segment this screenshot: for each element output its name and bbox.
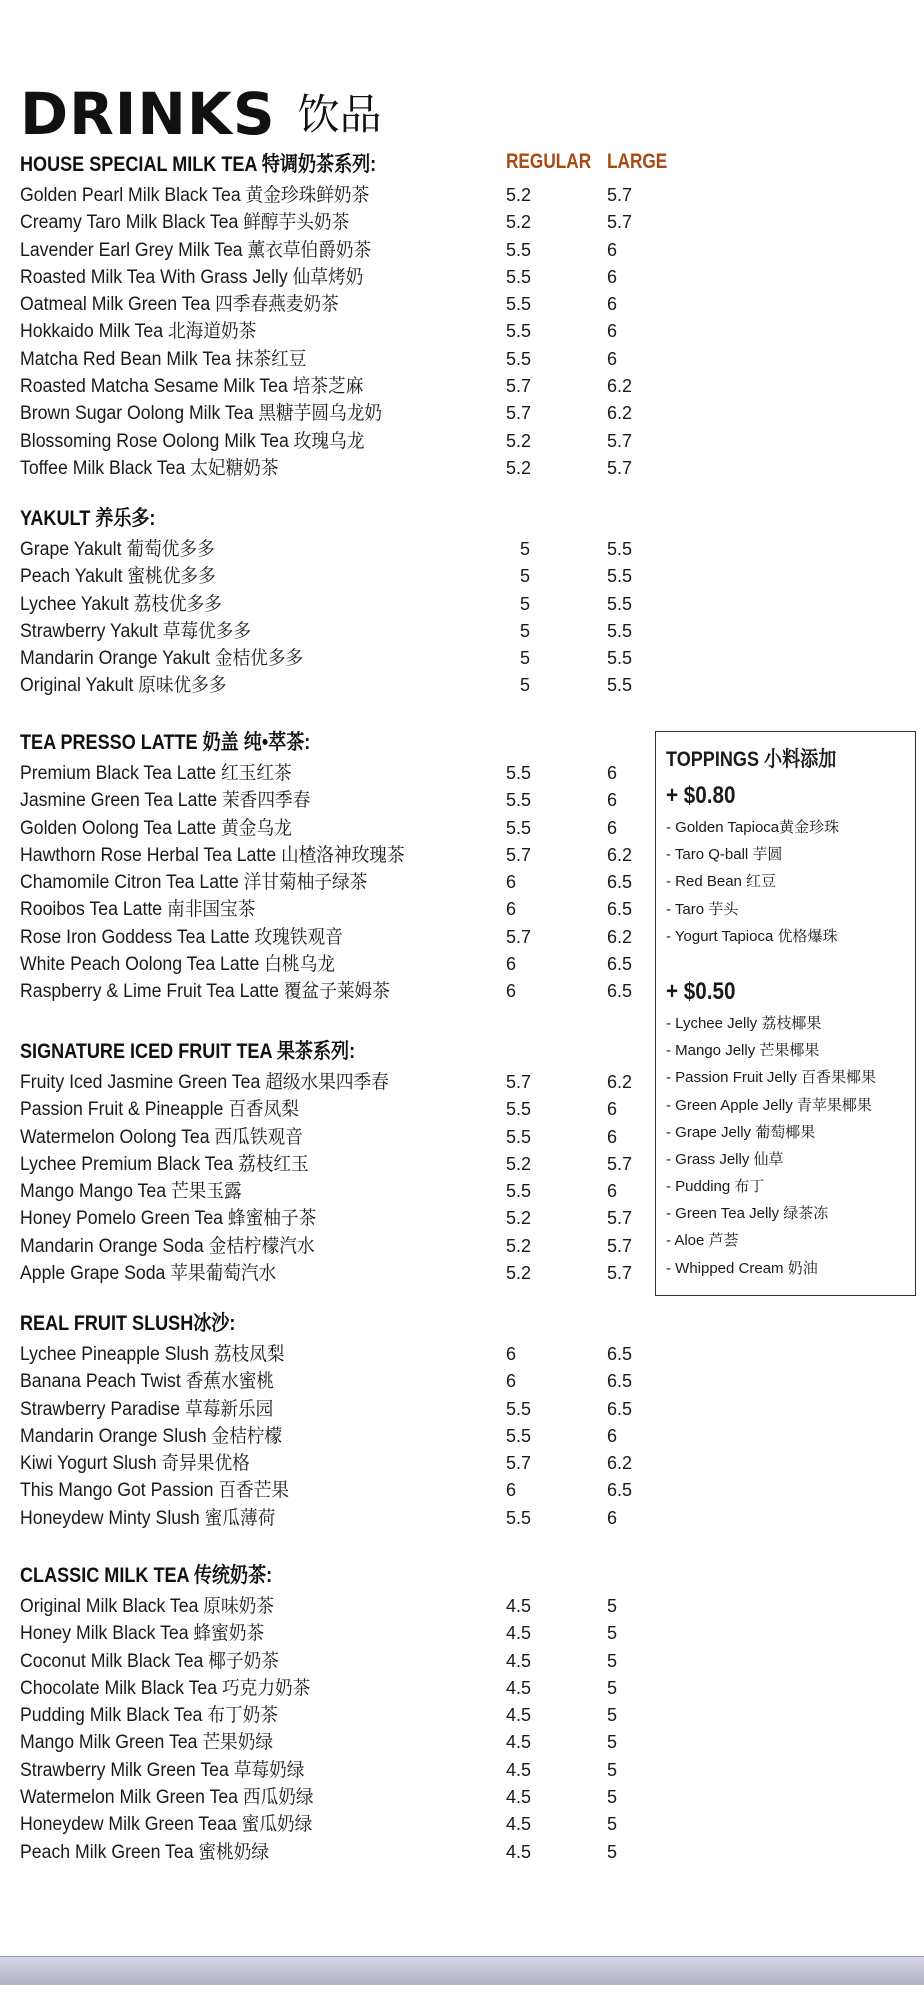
item-name: Mango Mango Tea 芒果玉露 bbox=[20, 1181, 242, 1203]
menu-item-row bbox=[20, 318, 660, 345]
regular-price: 5 bbox=[520, 539, 531, 559]
topping-item: - Whipped Cream 奶油 bbox=[666, 1259, 818, 1277]
regular-price: 5.5 bbox=[506, 348, 532, 369]
topping-item: - Green Tea Jelly 绿茶冻 bbox=[666, 1205, 829, 1223]
menu-item-row bbox=[20, 1396, 660, 1423]
large-price: 6.5 bbox=[607, 1398, 633, 1419]
large-price: 5.7 bbox=[607, 1153, 633, 1174]
large-price: 5 bbox=[607, 1759, 618, 1780]
regular-price: 5.7 bbox=[506, 376, 532, 397]
item-list bbox=[20, 1593, 660, 1866]
large-price: 5.7 bbox=[607, 1235, 633, 1256]
menu-item-row bbox=[20, 869, 660, 896]
large-price: 5 bbox=[607, 1732, 618, 1753]
section-title: SIGNATURE ICED FRUIT TEA 果茶系列: bbox=[20, 1040, 356, 1063]
item-name: Pudding Milk Black Tea 布丁奶茶 bbox=[20, 1705, 278, 1727]
item-name: Mandarin Orange Yakult 金桔优多多 bbox=[20, 648, 304, 670]
title-chinese: 饮品 bbox=[297, 90, 382, 139]
menu-item-row bbox=[20, 1784, 660, 1811]
menu-item-row bbox=[20, 1069, 660, 1096]
regular-price: 5.7 bbox=[506, 926, 532, 947]
item-name: Fruity Iced Jasmine Green Tea 超级水果四季春 bbox=[20, 1072, 389, 1093]
regular-price: 4.5 bbox=[506, 1732, 532, 1753]
regular-price: 5 bbox=[520, 648, 531, 669]
large-price: 5.7 bbox=[607, 1208, 633, 1229]
regular-price: 5.5 bbox=[506, 294, 532, 315]
regular-price: 5 bbox=[520, 675, 531, 696]
menu-item-row bbox=[20, 209, 660, 236]
regular-price: 5.7 bbox=[506, 1072, 532, 1092]
large-price: 6.2 bbox=[607, 926, 633, 947]
large-price: 5 bbox=[607, 1596, 618, 1616]
regular-price: 5.2 bbox=[506, 1208, 532, 1229]
menu-item-row bbox=[20, 1702, 660, 1729]
menu-item-row bbox=[20, 182, 660, 209]
menu-item-row bbox=[20, 237, 660, 264]
regular-price: 4.5 bbox=[506, 1705, 532, 1726]
section-title: REAL FRUIT SLUSH冰沙: bbox=[20, 1312, 236, 1335]
regular-price: 4.5 bbox=[506, 1841, 532, 1862]
item-name: Apple Grape Soda 苹果葡萄汽水 bbox=[20, 1263, 277, 1285]
regular-price: 5.5 bbox=[506, 239, 532, 260]
item-name: Blossoming Rose Oolong Milk Tea 玫瑰乌龙 bbox=[20, 430, 365, 452]
large-price: 5 bbox=[607, 1677, 618, 1698]
menu-item-row bbox=[20, 1757, 660, 1784]
item-name: Rose Iron Goddess Tea Latte 玫瑰铁观音 bbox=[20, 926, 343, 948]
large-price: 5 bbox=[607, 1814, 618, 1835]
item-name: Roasted Milk Tea With Grass Jelly 仙草烤奶 bbox=[20, 266, 364, 288]
menu-item-row bbox=[20, 815, 660, 842]
large-price: 5.7 bbox=[607, 185, 633, 205]
section-real-fruit-slush bbox=[20, 1307, 660, 1532]
menu-item-row bbox=[20, 1477, 660, 1504]
large-price: 6 bbox=[607, 1126, 618, 1147]
item-name: Lavender Earl Grey Milk Tea 薰衣草伯爵奶茶 bbox=[20, 239, 372, 261]
regular-price: 5 bbox=[520, 620, 531, 641]
toppings-price: + $0.80 bbox=[666, 782, 736, 809]
menu-item-row bbox=[20, 373, 660, 400]
regular-price: 4.5 bbox=[506, 1650, 532, 1671]
item-name: Coconut Milk Black Tea 椰子奶茶 bbox=[20, 1650, 279, 1672]
menu-item-row bbox=[20, 1260, 660, 1287]
regular-price: 5.2 bbox=[506, 430, 532, 451]
item-name: Honey Pomelo Green Tea 蜂蜜柚子茶 bbox=[20, 1208, 317, 1230]
menu-item-row bbox=[20, 978, 660, 1005]
menu-item-row bbox=[20, 1368, 660, 1395]
item-name: Banana Peach Twist 香蕉水蜜桃 bbox=[20, 1371, 275, 1393]
section-title: CLASSIC MILK TEA 传统奶茶: bbox=[20, 1564, 273, 1587]
large-price: 6.5 bbox=[607, 1371, 633, 1392]
item-name: Matcha Red Bean Milk Tea 抹茶红豆 bbox=[20, 348, 307, 370]
item-name: Peach Milk Green Tea 蜜桃奶绿 bbox=[20, 1841, 270, 1863]
large-price: 6.5 bbox=[607, 981, 633, 1002]
regular-price: 5.2 bbox=[506, 1153, 532, 1174]
regular-column-header: REGULAR bbox=[506, 150, 592, 173]
menu-item-row bbox=[20, 1124, 660, 1151]
large-price: 6.5 bbox=[607, 872, 633, 893]
topping-item: - Grass Jelly 仙草 bbox=[666, 1150, 784, 1168]
item-name: Watermelon Milk Green Tea 西瓜奶绿 bbox=[20, 1787, 314, 1809]
large-price: 6 bbox=[607, 266, 618, 287]
regular-price: 5.5 bbox=[506, 763, 532, 783]
regular-price: 5.5 bbox=[506, 1398, 532, 1419]
topping-item: - Green Apple Jelly 青苹果椰果 bbox=[666, 1096, 872, 1114]
menu-item-row bbox=[20, 1729, 660, 1756]
regular-price: 5.2 bbox=[506, 457, 532, 478]
regular-price: 6 bbox=[506, 1480, 517, 1501]
menu-item-row bbox=[20, 455, 660, 482]
item-name: Grape Yakult 葡萄优多多 bbox=[20, 539, 215, 560]
regular-price: 5.5 bbox=[506, 321, 532, 342]
regular-price: 5.5 bbox=[506, 266, 532, 287]
item-name: Rooibos Tea Latte 南非国宝茶 bbox=[20, 899, 256, 921]
item-name: Honeydew Minty Slush 蜜瓜薄荷 bbox=[20, 1507, 276, 1529]
regular-price: 6 bbox=[506, 899, 517, 920]
menu-item-row bbox=[20, 645, 660, 672]
large-price: 5 bbox=[607, 1841, 618, 1862]
item-list bbox=[20, 1341, 660, 1532]
menu-item-row bbox=[20, 264, 660, 291]
regular-price: 5.5 bbox=[506, 1099, 532, 1120]
topping-item: - Passion Fruit Jelly 百香果椰果 bbox=[666, 1069, 877, 1087]
regular-price: 4.5 bbox=[506, 1787, 532, 1808]
menu-item-row bbox=[20, 1205, 660, 1232]
bottom-scroll-bar bbox=[0, 1956, 924, 1985]
toppings-list bbox=[666, 814, 905, 950]
menu-item-row bbox=[20, 1178, 660, 1205]
topping-item: - Yogurt Tapioca 优格爆珠 bbox=[666, 927, 838, 945]
menu-item-row bbox=[20, 346, 660, 373]
item-name: Brown Sugar Oolong Milk Tea 黑糖芋圆乌龙奶 bbox=[20, 403, 383, 425]
topping-item: - Mango Jelly 芒果椰果 bbox=[666, 1042, 820, 1060]
item-name: Toffee Milk Black Tea 太妃糖奶茶 bbox=[20, 457, 279, 479]
regular-price: 5 bbox=[520, 566, 531, 587]
topping-item: - Red Bean 红豆 bbox=[666, 873, 777, 891]
regular-price: 5.5 bbox=[506, 817, 532, 838]
large-price: 6 bbox=[607, 1099, 618, 1120]
large-price: 6 bbox=[607, 763, 618, 783]
section-title: HOUSE SPECIAL MILK TEA 特调奶茶系列: bbox=[20, 153, 377, 176]
item-name: Hokkaido Milk Tea 北海道奶茶 bbox=[20, 321, 257, 343]
menu-item-row bbox=[20, 1839, 660, 1866]
item-name: Strawberry Paradise 草莓新乐园 bbox=[20, 1398, 274, 1420]
large-column-header: LARGE bbox=[607, 150, 668, 173]
large-price: 6 bbox=[607, 321, 618, 342]
item-list bbox=[20, 1069, 660, 1287]
regular-price: 4.5 bbox=[506, 1623, 532, 1644]
topping-item: - Golden Tapioca黄金珍珠 bbox=[666, 819, 840, 836]
menu-item-row bbox=[20, 672, 660, 699]
item-name: Lychee Yakult 荔枝优多多 bbox=[20, 593, 222, 615]
toppings-group-080 bbox=[666, 778, 905, 950]
title-english: DRINKS bbox=[20, 80, 276, 148]
large-price: 6.5 bbox=[607, 1480, 633, 1501]
large-price: 6.5 bbox=[607, 899, 633, 920]
menu-item-row bbox=[20, 842, 660, 869]
regular-price: 5.5 bbox=[506, 790, 532, 811]
section-house-special-milk-tea bbox=[20, 148, 660, 482]
large-price: 6.2 bbox=[607, 403, 633, 424]
regular-price: 4.5 bbox=[506, 1596, 532, 1616]
section-signature-iced-fruit-tea bbox=[20, 1035, 660, 1287]
large-price: 5.5 bbox=[607, 539, 633, 559]
regular-price: 5.5 bbox=[506, 1126, 532, 1147]
item-name: Strawberry Yakult 草莓优多多 bbox=[20, 620, 252, 642]
large-price: 6 bbox=[607, 1507, 618, 1528]
menu-item-row bbox=[20, 536, 660, 563]
toppings-list bbox=[666, 1010, 905, 1282]
topping-item: - Pudding 布丁 bbox=[666, 1178, 765, 1196]
large-price: 6.5 bbox=[607, 1344, 633, 1364]
topping-item: - Grape Jelly 葡萄椰果 bbox=[666, 1123, 816, 1141]
regular-price: 6 bbox=[506, 981, 517, 1002]
large-price: 5 bbox=[607, 1705, 618, 1726]
regular-price: 5.5 bbox=[506, 1181, 532, 1202]
large-price: 5 bbox=[607, 1650, 618, 1671]
large-price: 5.7 bbox=[607, 457, 633, 478]
regular-price: 4.5 bbox=[506, 1759, 532, 1780]
item-name: Mandarin Orange Slush 金桔柠檬 bbox=[20, 1425, 283, 1447]
large-price: 5.7 bbox=[607, 212, 633, 233]
regular-price: 4.5 bbox=[506, 1677, 532, 1698]
item-name: Passion Fruit & Pineapple 百香凤梨 bbox=[20, 1099, 299, 1121]
item-name: Strawberry Milk Green Tea 草莓奶绿 bbox=[20, 1759, 305, 1781]
menu-item-row bbox=[20, 618, 660, 645]
large-price: 6 bbox=[607, 294, 618, 315]
item-name: Premium Black Tea Latte 红玉红茶 bbox=[20, 763, 292, 784]
menu-title bbox=[20, 74, 382, 148]
menu-item-row bbox=[20, 1450, 660, 1477]
large-price: 5.5 bbox=[607, 593, 633, 614]
menu-item-row bbox=[20, 760, 660, 787]
item-name: This Mango Got Passion 百香芒果 bbox=[20, 1480, 290, 1502]
menu-item-row bbox=[20, 1096, 660, 1123]
item-name: Mango Milk Green Tea 芒果奶绿 bbox=[20, 1732, 274, 1754]
regular-price: 6 bbox=[506, 1371, 517, 1392]
item-name: Lychee Premium Black Tea 荔枝红玉 bbox=[20, 1153, 309, 1175]
toppings-price: + $0.50 bbox=[666, 977, 736, 1005]
large-price: 5 bbox=[607, 1623, 618, 1644]
large-price: 6 bbox=[607, 790, 618, 811]
item-name: Golden Oolong Tea Latte 黄金乌龙 bbox=[20, 817, 292, 839]
regular-price: 5.2 bbox=[506, 212, 532, 233]
regular-price: 5.7 bbox=[506, 403, 532, 424]
item-name: Creamy Taro Milk Black Tea 鲜醇芋头奶茶 bbox=[20, 212, 350, 234]
large-price: 6 bbox=[607, 817, 618, 838]
large-price: 5.7 bbox=[607, 430, 633, 451]
menu-item-row bbox=[20, 787, 660, 814]
regular-price: 6 bbox=[506, 872, 517, 893]
regular-price: 5.2 bbox=[506, 1235, 532, 1256]
item-name: Peach Yakult 蜜桃优多多 bbox=[20, 566, 216, 588]
item-name: Raspberry & Lime Fruit Tea Latte 覆盆子莱姆茶 bbox=[20, 981, 390, 1003]
section-classic-milk-tea bbox=[20, 1559, 660, 1866]
large-price: 6.2 bbox=[607, 376, 633, 397]
large-price: 5.5 bbox=[607, 620, 633, 641]
item-name: Honeydew Milk Green Teaa 蜜瓜奶绿 bbox=[20, 1814, 313, 1836]
menu-item-row bbox=[20, 563, 660, 590]
menu-item-row bbox=[20, 591, 660, 618]
menu-item-row bbox=[20, 1233, 660, 1260]
topping-item: - Lychee Jelly 荔枝椰果 bbox=[666, 1014, 822, 1032]
item-list bbox=[20, 182, 660, 482]
section-yakult bbox=[20, 502, 660, 700]
large-price: 6.2 bbox=[607, 844, 633, 865]
item-name: Lychee Pineapple Slush 荔枝凤梨 bbox=[20, 1344, 285, 1365]
menu-item-row bbox=[20, 291, 660, 318]
toppings-box bbox=[655, 731, 916, 1296]
item-name: Roasted Matcha Sesame Milk Tea 培茶芝麻 bbox=[20, 376, 364, 398]
large-price: 5.5 bbox=[607, 675, 633, 696]
large-price: 5.7 bbox=[607, 1263, 633, 1284]
regular-price: 5.5 bbox=[506, 1425, 532, 1446]
large-price: 5.5 bbox=[607, 648, 633, 669]
item-name: Mandarin Orange Soda 金桔柠檬汽水 bbox=[20, 1235, 315, 1257]
menu-item-row bbox=[20, 1675, 660, 1702]
item-name: Watermelon Oolong Tea 西瓜铁观音 bbox=[20, 1126, 303, 1148]
menu-item-row bbox=[20, 924, 660, 951]
menu-item-row bbox=[20, 1423, 660, 1450]
regular-price: 5.5 bbox=[506, 1507, 532, 1528]
large-price: 6 bbox=[607, 348, 618, 369]
item-name: Golden Pearl Milk Black Tea 黄金珍珠鲜奶茶 bbox=[20, 185, 370, 206]
item-name: Kiwi Yogurt Slush 奇异果优格 bbox=[20, 1453, 250, 1475]
large-price: 5 bbox=[607, 1787, 618, 1808]
item-name: Chamomile Citron Tea Latte 洋甘菊柚子绿茶 bbox=[20, 872, 368, 894]
item-name: White Peach Oolong Tea Latte 白桃乌龙 bbox=[20, 954, 335, 976]
menu-item-row bbox=[20, 1811, 660, 1838]
section-title: YAKULT 养乐多: bbox=[20, 507, 156, 530]
regular-price: 4.5 bbox=[506, 1814, 532, 1835]
item-name: Honey Milk Black Tea 蜂蜜奶茶 bbox=[20, 1623, 265, 1645]
section-title: TEA PRESSO LATTE 奶盖 纯•萃茶: bbox=[20, 731, 311, 754]
menu-item-row bbox=[20, 1620, 660, 1647]
item-name: Hawthorn Rose Herbal Tea Latte 山楂洛神玫瑰茶 bbox=[20, 844, 405, 866]
menu-item-row bbox=[20, 1593, 660, 1620]
menu-item-row bbox=[20, 1648, 660, 1675]
menu-item-row bbox=[20, 1151, 660, 1178]
large-price: 6 bbox=[607, 1425, 618, 1446]
large-price: 6 bbox=[607, 1181, 618, 1202]
item-list bbox=[20, 760, 660, 1006]
regular-price: 5.2 bbox=[506, 1263, 532, 1284]
menu-item-row bbox=[20, 400, 660, 427]
large-price: 6.2 bbox=[607, 1453, 633, 1474]
regular-price: 5.7 bbox=[506, 844, 532, 865]
menu-item-row bbox=[20, 1341, 660, 1368]
large-price: 6 bbox=[607, 239, 618, 260]
regular-price: 5.2 bbox=[506, 185, 532, 205]
topping-item: - Aloe 芦荟 bbox=[666, 1232, 739, 1250]
large-price: 6.2 bbox=[607, 1072, 633, 1092]
regular-price: 6 bbox=[506, 954, 517, 975]
regular-price: 5 bbox=[520, 593, 531, 614]
large-price: 5.5 bbox=[607, 566, 633, 587]
menu-item-row bbox=[20, 428, 660, 455]
topping-item: - Taro 芋头 bbox=[666, 900, 739, 918]
item-list bbox=[20, 536, 660, 700]
menu-item-row bbox=[20, 951, 660, 978]
item-name: Chocolate Milk Black Tea 巧克力奶茶 bbox=[20, 1677, 311, 1699]
toppings-title: TOPPINGS 小料添加 bbox=[666, 748, 837, 771]
section-tea-presso-latte bbox=[20, 726, 660, 1006]
toppings-group-050 bbox=[666, 974, 905, 1282]
large-price: 6.5 bbox=[607, 954, 633, 975]
regular-price: 6 bbox=[506, 1344, 517, 1364]
item-name: Original Milk Black Tea 原味奶茶 bbox=[20, 1596, 274, 1617]
item-name: Original Yakult 原味优多多 bbox=[20, 675, 227, 697]
menu-item-row bbox=[20, 896, 660, 923]
regular-price: 5.7 bbox=[506, 1453, 532, 1474]
item-name: Jasmine Green Tea Latte 茉香四季春 bbox=[20, 790, 311, 812]
item-name: Oatmeal Milk Green Tea 四季春燕麦奶茶 bbox=[20, 294, 339, 316]
topping-item: - Taro Q-ball 芋圆 bbox=[666, 846, 783, 864]
menu-item-row bbox=[20, 1505, 660, 1532]
